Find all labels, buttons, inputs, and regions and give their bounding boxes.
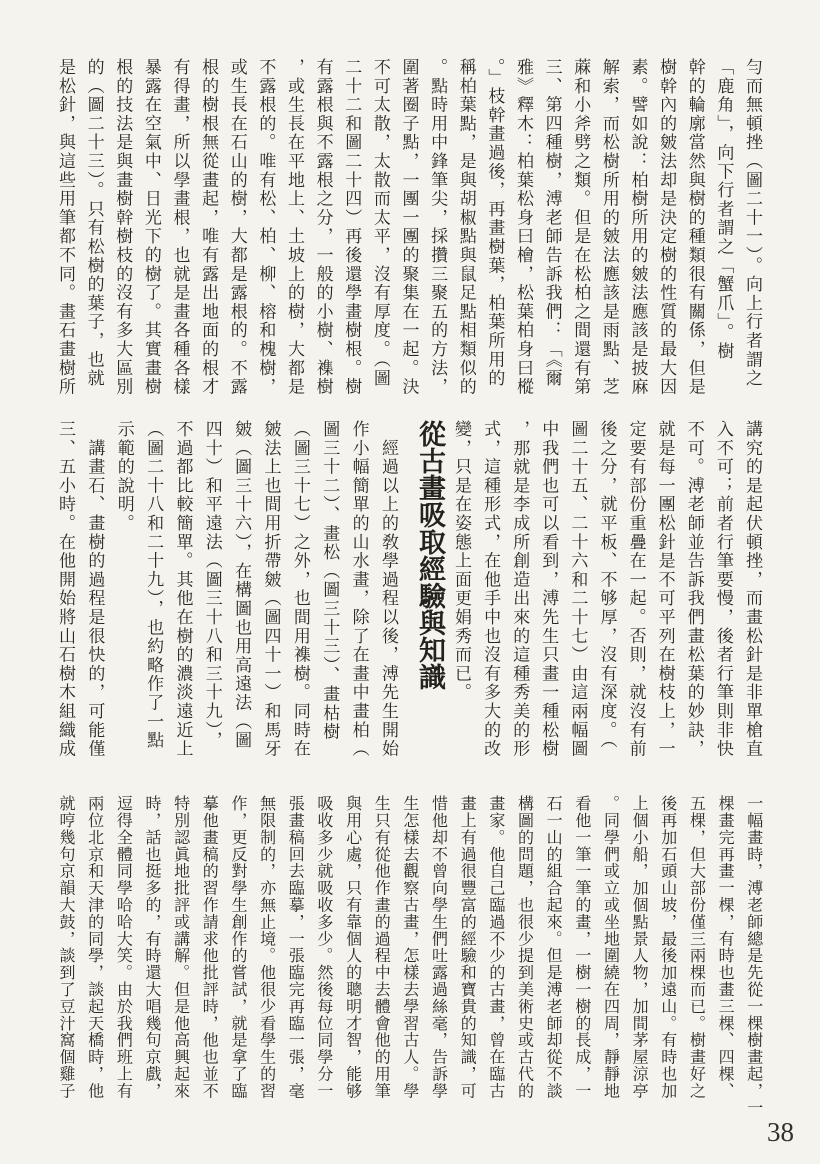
text-column: 張畫稿回去臨摹，一張臨完再臨一張，毫 bbox=[286, 795, 304, 1100]
paragraph-band-bottom bbox=[56, 795, 762, 1117]
text-column: 二十二和圖二十四）再後還學畫樹根。樹 bbox=[342, 58, 362, 397]
paragraph-band-top bbox=[56, 58, 762, 398]
text-column: 講畫石、畫樹的過程是很快的，可能僅 bbox=[85, 420, 105, 759]
text-column: 。同學們或立或坐地圍繞在四周，靜靜地 bbox=[601, 795, 619, 1100]
text-column: 式，這種形式，在他手中也沒有多大的改 bbox=[481, 420, 501, 759]
text-column: 幹的輪廓當然與樹的種類很有關係，但是 bbox=[685, 58, 705, 397]
text-column: 皴（圖三十六），在構圖也用高遠法（圖 bbox=[232, 420, 252, 750]
text-column: 的（圖二十三）。只有松樹的葉子，也就 bbox=[84, 58, 104, 388]
text-column: 惜他却不曾向學生們吐露過絲毫，告訴學 bbox=[429, 795, 447, 1100]
middle-right-text-group bbox=[452, 420, 762, 760]
text-column: 根的樹根無從畫起，唯有露出地面的根才 bbox=[199, 58, 219, 397]
text-column: 特別認眞地批評或講解。但是他高興起來 bbox=[171, 795, 189, 1100]
text-column: 不露根的。唯有松、柏、柳、榕和槐樹， bbox=[256, 58, 276, 397]
text-column: 勻而無頓挫（圖二十一）。向上行者謂之 bbox=[743, 58, 762, 388]
text-column: 暴露在空氣中、日光下的樹了。其實畫樹 bbox=[141, 58, 161, 397]
text-column: 素。譬如說：柏樹所用的皴法應該是披麻 bbox=[628, 58, 648, 397]
text-column: 入不可；前者行筆要慢，後者行筆則非快 bbox=[713, 420, 733, 759]
text-column: 「鹿角」，向下行者謂之「蟹爪」。樹 bbox=[714, 58, 734, 361]
section-heading: 從古畫吸取經驗與知識 bbox=[415, 420, 445, 690]
text-column: 無限制的，亦無止境。他很少看學生的習 bbox=[257, 795, 275, 1100]
text-column: ，或生長在平地上、土坡上的樹，大都是 bbox=[285, 58, 304, 397]
text-column: 圖二十五、二十六和二十七）由這兩幅圖 bbox=[568, 420, 588, 759]
text-column: 上個小船，加個點景人物，加間茅屋涼亭 bbox=[630, 795, 648, 1100]
text-column: 蔴和小斧劈之類。但是在松柏之間還有第 bbox=[571, 58, 591, 397]
text-column: （圖二十八和二十九），也約略作了一點 bbox=[144, 420, 164, 750]
text-column: 中我們也可以看到，溥先生只畫一種松樹 bbox=[539, 420, 559, 759]
text-column: 作，更反對學生創作的嘗試，就是拿了臨 bbox=[228, 795, 246, 1100]
text-column: 是松針，與這些用筆都不同。畫石畫樹所 bbox=[56, 58, 75, 397]
text-column: 摹他畫稿的習作請求他批評時，他也並不 bbox=[200, 795, 218, 1100]
text-column: （圖三十七）之外，也間用襍樹。同時在 bbox=[290, 420, 310, 759]
text-column: 不可。溥老師並告訴我們畫松葉的妙訣， bbox=[684, 420, 704, 759]
text-column: 三、五小時。在他開始將山石樹木組織成 bbox=[56, 420, 75, 759]
text-column: 畫上有過很豐富的經驗和寶貴的知識，可 bbox=[458, 795, 476, 1100]
text-column: 與用心處，只有靠個人的聰明才智，能够 bbox=[343, 795, 361, 1100]
text-column: 時，話也挺多的，有時還大唱幾句京戲， bbox=[142, 795, 160, 1100]
text-column: 後再加石頭山坡，最後加遠山。有時也加 bbox=[658, 795, 676, 1100]
text-column: 就哼幾句京韻大鼓，談到了豆汁窩個雞子 bbox=[57, 795, 74, 1100]
text-column: 四十）和平遠法（圖三十八和三十九）， bbox=[202, 420, 222, 750]
text-column: 樹幹內的皴法却是決定樹的性質的最大因 bbox=[657, 58, 677, 397]
text-column: 經過以上的敎學過程以後，溥先生開始 bbox=[378, 420, 398, 759]
text-column: 示範的說明。 bbox=[114, 420, 134, 533]
text-column: 變，只是在姿態上面更娟秀而已。 bbox=[452, 420, 471, 702]
text-column: 不過都比較簡單。其他在樹的濃淡遠近上 bbox=[173, 420, 193, 759]
text-column: 兩位北京和天津的同學，談起天橋時，他 bbox=[85, 795, 103, 1100]
text-column: ，那就是李成所創造出來的這種秀美的形 bbox=[510, 420, 530, 759]
section-heading-column bbox=[408, 420, 452, 760]
text-column: 稱柏葉點，是與胡椒點與鼠足點相類似的 bbox=[456, 58, 476, 397]
text-column: 生只有從他作畫的過程中去體會他的用筆 bbox=[372, 795, 390, 1100]
text-column: 作小幅簡單的山水畫，除了在畫中畫柏（ bbox=[349, 420, 369, 759]
text-column: 定要有部份重疊在一起。否則，就沒有前 bbox=[626, 420, 646, 759]
text-column: 圖三十二）、畫松（圖三十三）、畫枯樹 bbox=[320, 420, 340, 742]
text-column: 生怎樣去觀察古畫，怎樣去學習古人。學 bbox=[400, 795, 418, 1100]
text-column: 或生長在石山的樹，大都是露根的。不露 bbox=[227, 58, 247, 397]
text-column: 石一山的組合起來。但是溥老師却從不談 bbox=[544, 795, 562, 1100]
text-column: 圍著圈子點，一團一團的聚集在一起。決 bbox=[399, 58, 419, 397]
text-column: 。點時用中鋒筆尖，採攢三聚五的方法， bbox=[428, 58, 448, 397]
text-column: 有露根與不露根之分，一般的小樹、襍樹 bbox=[313, 58, 333, 397]
text-column: 五棵，但大部份僅三兩棵而已。樹畫好之 bbox=[687, 795, 705, 1100]
text-column: 雅》釋木：柏葉松身曰檜，松葉柏身曰樅 bbox=[514, 58, 533, 397]
text-column: 一幅畫時，溥老師總是先從一棵樹畫起，一 bbox=[744, 795, 762, 1117]
text-column: 皴法上也間用折帶皴（圖四十一）和馬牙 bbox=[261, 420, 281, 759]
page-number: 38 bbox=[767, 1117, 794, 1147]
text-column: 逗得全體同學哈哈大笑。由於我們班上有 bbox=[114, 795, 132, 1100]
text-column: 吸收多少就吸收多少。然後每位同學分一 bbox=[314, 795, 332, 1100]
text-column: 看他一筆一筆的畫，一樹一樹的長成，一 bbox=[572, 795, 590, 1100]
text-column: 三、第四種樹，溥老師告訴我們：「《爾 bbox=[542, 58, 562, 388]
text-column: 解索，而松樹所用的皴法應該是雨點、芝 bbox=[599, 58, 619, 397]
text-column: 不可太散，太散而太平，沒有厚度。（圖 bbox=[370, 58, 390, 388]
text-column: 構圖的問題，也很少提到美術史或古代的 bbox=[515, 795, 533, 1100]
text-column: 根的技法是與畫樹幹樹枝的沒有多大區別 bbox=[113, 58, 133, 397]
paragraph-band-middle bbox=[56, 420, 762, 760]
text-column: 畫家。他自己臨過不少的古畫，曾在臨古 bbox=[486, 795, 504, 1100]
text-column: 後之分，就平板、不够厚，沒有深度。（ bbox=[597, 420, 617, 750]
text-column: 有得畫，所以學畫根，也就是畫各種各樣 bbox=[170, 58, 190, 397]
text-column: 棵畫完再畫一棵，有時也畫三棵、四棵、 bbox=[716, 795, 734, 1100]
text-column: 就是每一團松針是不可平列在樹枝上，一 bbox=[655, 420, 675, 759]
middle-left-text-group bbox=[56, 420, 398, 760]
text-column: 。」枝幹畫過後，再畫樹葉，柏葉所用的 bbox=[485, 58, 505, 388]
text-column: 講究的是起伏頓挫，而畫松針是非單槍直 bbox=[742, 420, 762, 759]
